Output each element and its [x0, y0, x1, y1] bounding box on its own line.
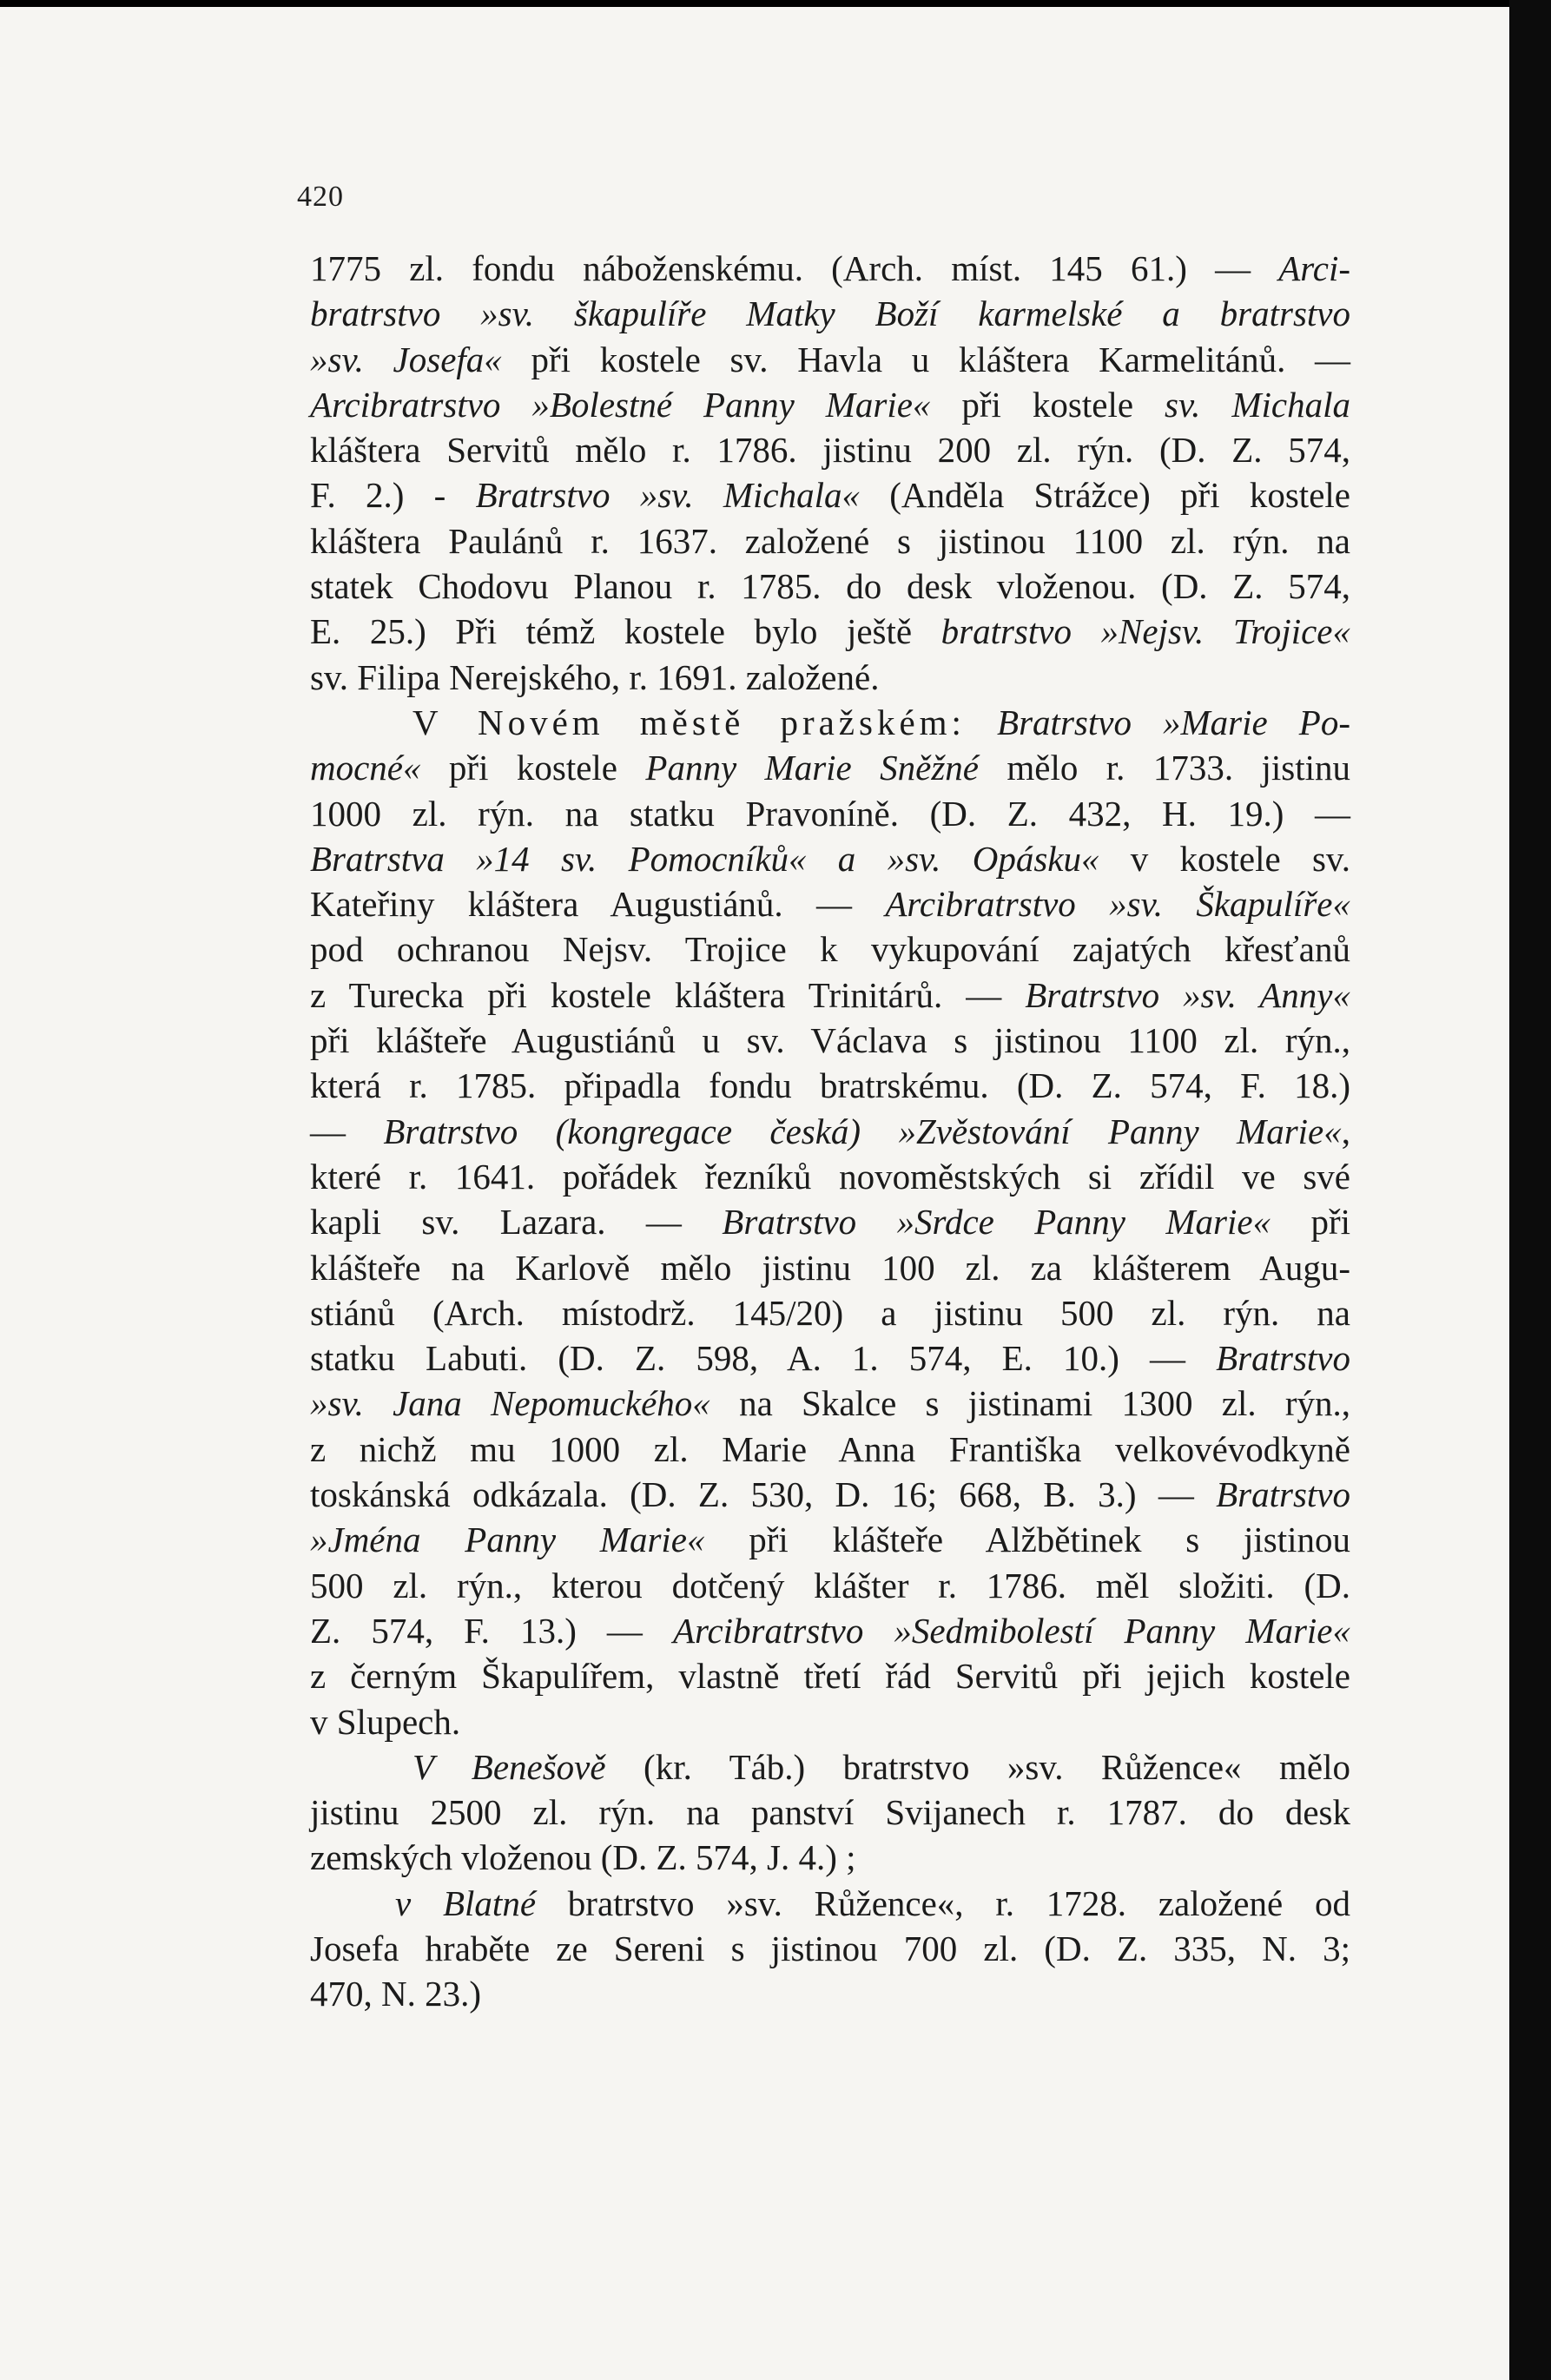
text-segment: E. 25.) Při témž kostele bylo ještě: [310, 611, 941, 652]
text-segment: statku Labuti. (D. Z. 598, A. 1. 574, E. 10.) —: [310, 1338, 1217, 1379]
text-line: [310, 1290, 1350, 1335]
text-segment: F. 2.) -: [310, 475, 476, 516]
text-segment: bratrstvo »sv. Růžence«, r. 1728. založené od: [536, 1882, 1350, 1923]
italic-text: Arcibratrstvo »Sedmibolestí Panny Marie«: [672, 1610, 1350, 1651]
italic-text: Bratrstvo: [1216, 1474, 1350, 1515]
text-segment: při kostele sv. Havla u kláštera Karmelitánů. —: [501, 339, 1350, 379]
text-line: [310, 1018, 1350, 1063]
italic-text: Arcibratrstvo »sv. Škapulíře«: [885, 884, 1350, 925]
text-line: [310, 518, 1350, 564]
italic-text: Arci-: [1278, 248, 1350, 288]
text-segment: 1000 zl. rýn. na statku Pravoníně. (D. Z. 432, H. 19.) —: [310, 793, 1350, 834]
text-line: [310, 1608, 1350, 1653]
italic-text: sv. Michala: [1165, 384, 1350, 425]
italic-text: »sv. Jana Nepomuckého«: [310, 1383, 710, 1424]
text-segment: 470, N. 23.): [310, 1974, 482, 2014]
page-edge-shadow: [1509, 0, 1551, 2380]
italic-text: v Blatné: [395, 1882, 537, 1923]
text-line: [310, 1881, 1350, 1926]
italic-text: V Benešově: [412, 1746, 606, 1787]
text-line: [310, 791, 1350, 836]
text-line: [310, 745, 1350, 790]
text-line: [310, 1926, 1350, 1971]
text-line: [310, 1790, 1350, 1835]
text-segment: kláštera Servitů mělo r. 1786. jistinu 200 zl. rýn. (D. Z. 574,: [310, 430, 1350, 471]
text-line: [310, 609, 1350, 654]
text-line: [310, 700, 1350, 745]
text-segment: Kateřiny kláštera Augustiánů. —: [310, 884, 886, 925]
text-segment: 500 zl. rýn., kterou dotčený klášter r. 1786. měl složiti. (D.: [310, 1565, 1350, 1605]
text-line: [310, 1472, 1350, 1517]
text-segment: pod ochranou Nejsv. Trojice k vykupování zajatých křesťanů: [310, 929, 1350, 970]
text-segment: (Anděla Strážce) při kostele: [859, 475, 1350, 516]
text-line: [310, 1835, 1350, 1880]
text-line: [310, 427, 1350, 472]
text-segment: při klášteře Augustiánů u sv. Václava s jistinou 1100 zl. rýn.,: [310, 1020, 1350, 1061]
text-segment: mělo r. 1733. jistinu: [979, 748, 1350, 788]
italic-text: Arcibratrstvo »Bolestné Panny Marie«: [310, 384, 931, 425]
text-segment: Z. 574, F. 13.) —: [310, 1610, 673, 1651]
text-line: [310, 1563, 1350, 1608]
text-segment: z Turecka při kostele kláštera Trinitárů. —: [310, 974, 1026, 1015]
text-segment: 1775 zl. fondu náboženskému. (Arch. míst. 145 61.) —: [310, 248, 1279, 288]
italic-text: Bratrstvo »Srdce Panny Marie«: [722, 1202, 1271, 1243]
text-segment: v Slupech.: [310, 1701, 461, 1742]
text-segment: zemských vloženou (D. Z. 574, J. 4.) ;: [310, 1837, 856, 1878]
text-segment: kláštera Paulánů r. 1637. založené s jistinou 1100 zl. rýn. na: [310, 520, 1350, 561]
text-line: [310, 1971, 1350, 2016]
italic-text: Bratrstvo »sv. Anny«: [1025, 974, 1350, 1015]
italic-text: mocné«: [310, 748, 421, 788]
text-line: [310, 472, 1350, 518]
text-line: [310, 881, 1350, 926]
text-line: [310, 1699, 1350, 1744]
text-segment: v kostele sv.: [1099, 838, 1350, 879]
text-segment: při: [1270, 1202, 1350, 1243]
italic-text: Bratrstvo (kongregace česká) »Zvěstování Panny Marie«: [383, 1111, 1342, 1151]
text-line: [310, 382, 1350, 427]
text-segment: kapli sv. Lazara. —: [310, 1202, 723, 1243]
body-text: [310, 246, 1350, 2017]
text-line: [310, 1245, 1350, 1290]
text-line: [310, 926, 1350, 972]
italic-text: Bratrstvo »Marie Po-: [997, 702, 1351, 742]
text-segment: V Novém městě pražském:: [412, 702, 966, 742]
text-line: [310, 1744, 1350, 1790]
italic-text: Bratrstvo »sv. Michala«: [475, 475, 860, 516]
book-page: [0, 7, 1509, 2380]
text-line: [310, 836, 1350, 881]
text-line: [310, 1381, 1350, 1426]
italic-text: »sv. Josefa«: [310, 339, 502, 379]
text-line: [310, 246, 1350, 291]
text-segment: [966, 702, 997, 742]
text-segment: klášteře na Karlově mělo jistinu 100 zl. za klášterem Augu-: [310, 1247, 1350, 1288]
italic-text: bratrstvo »sv. škapulíře Matky Boží karmelské a bratrstvo: [310, 293, 1350, 334]
text-segment: na Skalce s jistinami 1300 zl. rýn.,: [710, 1383, 1350, 1424]
text-segment: která r. 1785. připadla fondu bratrskému. (D. Z. 574, F. 18.): [310, 1065, 1350, 1106]
text-line: [310, 1653, 1350, 1698]
text-segment: statek Chodovu Planou r. 1785. do desk vloženou. (D. Z. 574,: [310, 566, 1350, 607]
text-line: [310, 564, 1350, 609]
text-line: [310, 291, 1350, 336]
text-segment: Josefa hraběte ze Sereni s jistinou 700 zl. (D. Z. 335, N. 3;: [310, 1928, 1350, 1968]
text-line: [310, 1063, 1350, 1108]
text-line: [310, 1517, 1350, 1562]
text-line: [310, 1427, 1350, 1472]
text-line: [310, 337, 1350, 382]
text-line: [310, 1109, 1350, 1154]
text-line: [310, 1199, 1350, 1244]
text-segment: jistinu 2500 zl. rýn. na panství Svijanech r. 1787. do desk: [310, 1792, 1350, 1833]
text-segment: při kostele: [420, 748, 646, 788]
text-segment: stiánů (Arch. místodrž. 145/20) a jistinu 500 zl. rýn. na: [310, 1292, 1350, 1333]
text-segment: ,: [1341, 1111, 1351, 1151]
text-line: [310, 1154, 1350, 1199]
text-line: [310, 972, 1350, 1018]
text-line: [310, 655, 1350, 700]
text-segment: toskánská odkázala. (D. Z. 530, D. 16; 668, B. 3.) —: [310, 1474, 1217, 1515]
text-segment: při kostele: [930, 384, 1165, 425]
italic-text: »Jména Panny Marie«: [310, 1520, 705, 1560]
page-number: 420: [297, 181, 344, 213]
text-segment: z černým Škapulířem, vlastně třetí řád Servitů při jejich kostele: [310, 1656, 1350, 1697]
text-segment: které r. 1641. pořádek řezníků novoměstských si zřídil ve své: [310, 1156, 1350, 1197]
italic-text: Bratrstva »14 sv. Pomocníků« a »sv. Opásku«: [310, 838, 1099, 879]
text-segment: z nichž mu 1000 zl. Marie Anna Františka velkovévodkyně: [310, 1428, 1350, 1469]
text-segment: —: [310, 1111, 384, 1151]
italic-text: bratrstvo »Nejsv. Trojice«: [940, 611, 1350, 652]
text-segment: při klášteře Alžbětinek s jistinou: [704, 1520, 1350, 1560]
italic-text: Bratrstvo: [1216, 1338, 1350, 1379]
italic-text: Panny Marie Sněžné: [645, 748, 979, 788]
text-segment: (kr. Táb.) bratrstvo »sv. Růžence« mělo: [605, 1746, 1350, 1787]
text-segment: sv. Filipa Nerejského, r. 1691. založené.: [310, 656, 880, 697]
text-line: [310, 1335, 1350, 1381]
